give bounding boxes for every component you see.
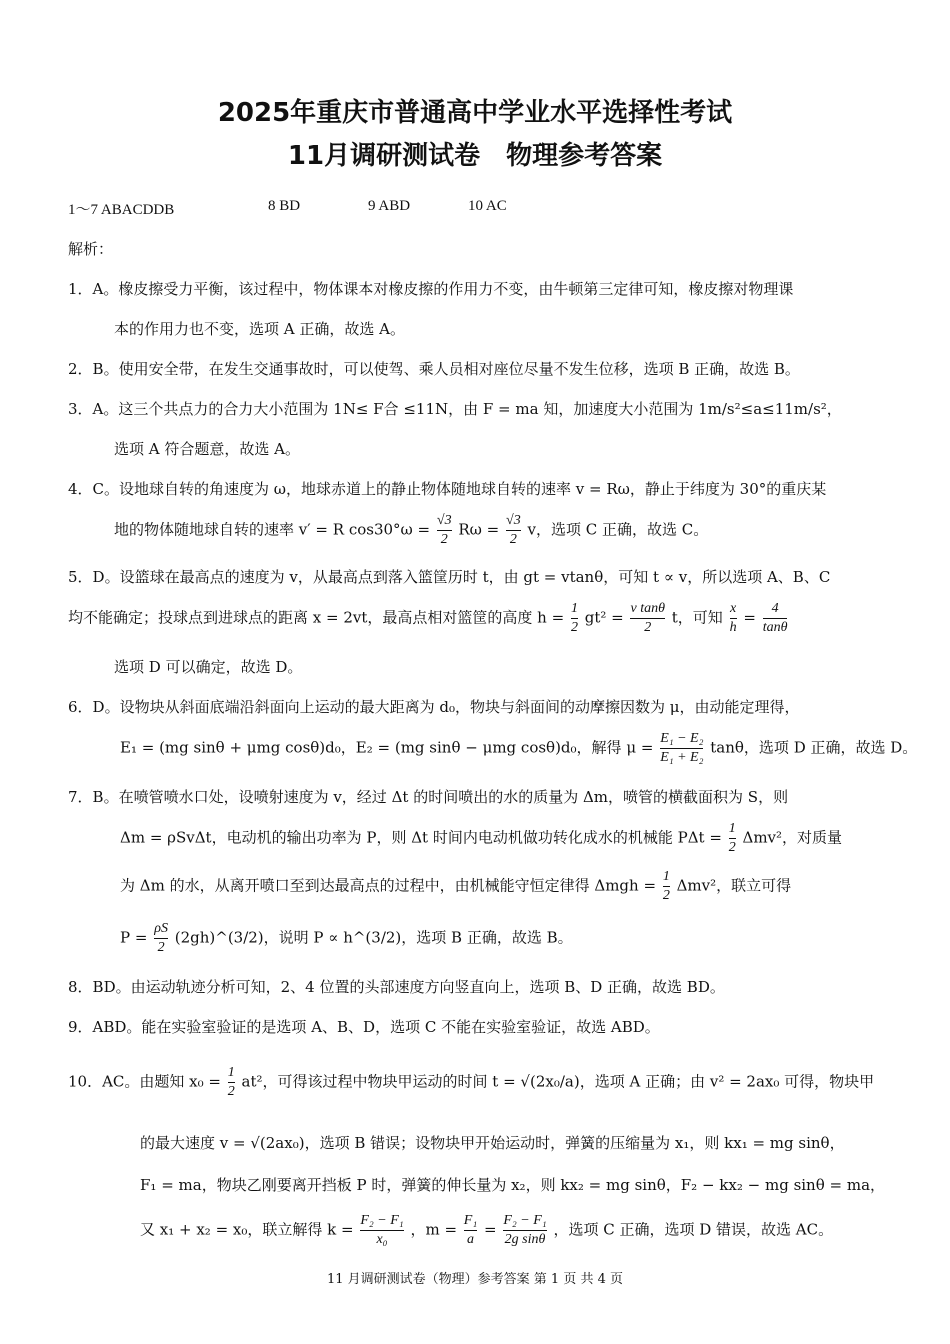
q7-line4	[120, 920, 573, 957]
q7-line1: 7．B。在喷管喷水口处，设喷射速度为 v，经过 Δt 的时间喷出的水的质量为 Δm，喷管的横截面积为 S，则	[68, 788, 789, 806]
fraction: $\frac{√3}{2}$	[506, 513, 521, 547]
fraction: $\frac{\text{F₂ − F₁}}{\text{2g sinθ}}$	[503, 1213, 547, 1247]
fraction: $\frac{\text{v tanθ}}{2}$	[630, 601, 665, 635]
q3-line2: 选项 A 符合题意，故选 A。	[114, 440, 300, 458]
fraction: $\frac{1}{2}$	[227, 1065, 235, 1099]
q4-line2	[114, 512, 708, 549]
fraction: $\frac{1}{2}$	[570, 601, 578, 635]
q9-line: 9．ABD。能在实验室验证的是选项 A、B、D，选项 C 不能在实验室验证，故选 ABD。	[68, 1018, 660, 1036]
q7-line2	[120, 820, 842, 857]
q5-line1: 5．D。设篮球在最高点的速度为 v，从最高点到落入篮筐历时 t，由 gt = vtanθ，可知 t ∝ v，所以选项 A、B、C	[68, 568, 831, 586]
q7-text-e: P =	[120, 928, 148, 947]
answer-8: 8 BD	[268, 198, 301, 214]
q10-text-a: 10．AC。由题知 x₀ =	[68, 1072, 221, 1091]
q1-line1: 1．A。橡皮擦受力平衡，该过程中，物体课本对橡皮擦的作用力不变，由牛顿第三定律可知，橡皮擦对物理课	[68, 280, 794, 298]
q7-text-f: (2gh)^(3/2)，说明 P ∝ h^(3/2)，选项 B 正确，故选 B。	[174, 928, 573, 947]
q4-text-b: Rω =	[458, 520, 500, 539]
q3-line1: 3．A。这三个共点力的合力大小范围为 1N≤ F合 ≤11N，由 F = ma 知，加速度大小范围为 1m/s²≤a≤11m/s²，	[68, 400, 842, 418]
q2-line: 2．B。使用安全带，在发生交通事故时，可以使驾、乘人员相对座位尽量不发生位移，选项 B 正确，故选 B。	[68, 360, 800, 378]
q7-line3	[120, 868, 791, 905]
analysis-label: 解析：	[68, 240, 114, 258]
fraction: $\frac{\text{F₁}}{a}$	[463, 1213, 478, 1247]
q5-text-a: 均不能确定；投球点到进球点的距离 x = 2vt，最高点相对篮筐的高度 h =	[68, 608, 565, 627]
q10-line4	[140, 1212, 833, 1249]
q5-text-b: gt² =	[584, 608, 624, 627]
q6-line2	[120, 730, 917, 767]
q10-text-e: =	[484, 1220, 497, 1239]
fraction: $\frac{x}{h}$	[729, 601, 737, 635]
answer-9: 9 ABD	[368, 198, 411, 214]
q10-text-b: at²，可得该过程中物块甲运动的时间 t = √(2x₀/a)，选项 A 正确；由 v² = 2ax₀ 可得，物块甲	[241, 1072, 875, 1091]
q4-text-c: v，选项 C 正确，故选 C。	[527, 520, 709, 539]
q6-text-b: tanθ，选项 D 正确，故选 D。	[710, 738, 918, 757]
q10-line3: F₁ = ma，物块乙刚要离开挡板 P 时，弹簧的伸长量为 x₂，则 kx₂ = mg sinθ，F₂ − kx₂ − mg sinθ = ma，	[140, 1176, 886, 1194]
q10-text-c: 又 x₁ + x₂ = x₀，联立解得 k =	[140, 1220, 354, 1239]
document-title-line1: 2025年重庆市普通高中学业水平选择性考试	[217, 98, 733, 128]
q6-line1: 6．D。设物块从斜面底端沿斜面向上运动的最大距离为 d₀，物块与斜面间的动摩擦因数为 μ，由动能定理得，	[68, 698, 800, 716]
q7-text-c: 为 Δm 的水，从离开喷口至到达最高点的过程中，由机械能守恒定律得 Δmgh =	[120, 876, 657, 895]
document-title-line2: 11月调研测试卷 物理参考答案	[287, 141, 663, 171]
q4-line1: 4．C。设地球自转的角速度为 ω，地球赤道上的静止物体随地球自转的速率 v = Rω，静止于纬度为 30°的重庆某	[68, 480, 827, 498]
fraction: $\frac{\text{E₁ − E₂}}{\text{E₁ + E₂}}$	[660, 731, 704, 765]
q5-text-c: t，可知	[671, 608, 723, 627]
answer-1-7: 1～7 ABACDDB	[68, 202, 175, 218]
fraction: $\frac{1}{2}$	[728, 821, 736, 855]
fraction: $\frac{\rho S}{2}$	[154, 921, 168, 955]
q7-text-b: Δmv²，对质量	[742, 828, 843, 847]
fraction: $\frac{√3}{2}$	[436, 513, 452, 547]
q6-text-a: E₁ = (mg sinθ + μmg cosθ)d₀，E₂ = (mg sinθ − μmg cosθ)d₀，解得 μ =	[120, 738, 654, 757]
fraction: $\frac{1}{2}$	[662, 869, 670, 903]
q5-line3: 选项 D 可以确定，故选 D。	[114, 658, 303, 676]
q5-line2	[68, 600, 789, 637]
answer-10: 10 AC	[468, 198, 507, 214]
q10-line2: 的最大速度 v = √(2ax₀)，选项 B 错误；设物块甲开始运动时，弹簧的压缩量为 x₁，则 kx₁ = mg sinθ，	[140, 1134, 845, 1152]
q10-text-d: ，m =	[410, 1220, 458, 1239]
page-footer: 11 月调研测试卷（物理）参考答案 第 1 页 共 4 页	[326, 1272, 623, 1287]
q7-text-a: Δm = ρSvΔt，电动机的输出功率为 P，则 Δt 时间内电动机做功转化成水的机械能 PΔt =	[120, 828, 722, 847]
q8-line: 8．BD。由运动轨迹分析可知，2、4 位置的头部速度方向竖直向上，选项 B、D 正确，故选 BD。	[68, 978, 725, 996]
q7-text-d: Δmv²，联立可得	[676, 876, 792, 895]
q5-text-d: =	[743, 608, 756, 627]
q10-line1	[68, 1064, 874, 1101]
q10-text-f: ，选项 C 正确，选项 D 错误，故选 AC。	[553, 1220, 834, 1239]
fraction: $\frac{\text{F₂ − F₁}}{\text{x₀}}$	[360, 1213, 404, 1247]
fraction: $\frac{4}{\tan\theta}$	[762, 601, 788, 635]
q1-line2: 本的作用力也不变，选项 A 正确，故选 A。	[114, 320, 405, 338]
q4-text-a: 地的物体随地球自转的速率 v′ = R cos30°ω =	[114, 520, 431, 539]
